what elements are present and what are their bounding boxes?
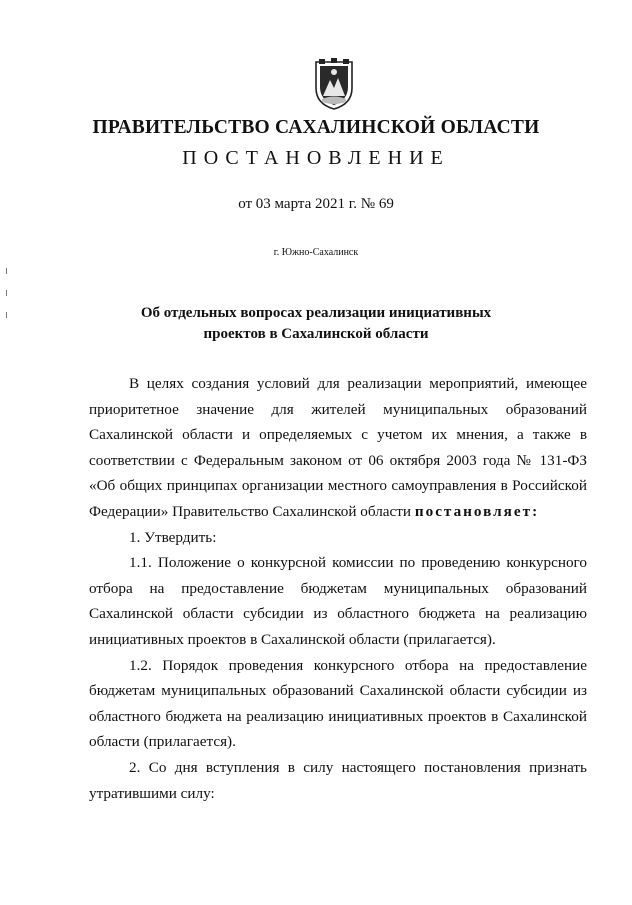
paragraph-2: 2. Со дня вступления в силу настоящего постановления признать утратившими силу: [89, 758, 587, 802]
preamble-paragraph [89, 371, 587, 525]
date-and-number: от 03 марта 2021 г. № 69 [238, 196, 394, 212]
city: г. Южно-Сахалинск [273, 247, 359, 258]
coat-of-arms-icon [312, 58, 356, 110]
document-type: ПОСТАНОВЛЕНИЕ [182, 147, 450, 169]
document-body [89, 371, 587, 806]
decree-word: постановляет: [414, 502, 540, 520]
government-title: ПРАВИТЕЛЬСТВО САХАЛИНСКОЙ ОБЛАСТИ [92, 117, 540, 138]
paragraph-1-1: 1.1. Положение о конкурсной комиссии по проведению конкурсного отбора на предоставление бюджетам муниципальных образований Сахалинской области субсидии из областного бюджета на реализацию инициативных проектов в Сахалинской области (прилагается). [89, 554, 587, 648]
scan-artifact [6, 268, 7, 274]
paragraph-1-2: 1.2. Порядок проведения конкурсного отбора на предоставление бюджетам муниципальных образований Сахалинской области субсидии из областного бюджета на реализацию инициативных проектов в Сахалинской области (прилагается). [89, 656, 587, 751]
scan-artifact [6, 290, 7, 296]
document-subject [0, 303, 632, 345]
subject-line-1: Об отдельных вопросах реализации инициативных [140, 305, 492, 321]
paragraph-1: 1. Утвердить: [129, 528, 217, 546]
subject-line-2: проектов в Сахалинской области [203, 326, 429, 342]
scan-artifact [6, 312, 7, 318]
preamble-text: В целях создания условий для реализации мероприятий, имеющее приоритетное значение для жителей муниципальных образований Сахалинской области и определяемых с учетом их мнения, а также в соответствии с Федеральным законом от 06 октября 2003 года № 131-ФЗ «Об общих принципах организации местного самоуправления в Российской Федерации» Правительство Сахалинской области [89, 375, 587, 520]
